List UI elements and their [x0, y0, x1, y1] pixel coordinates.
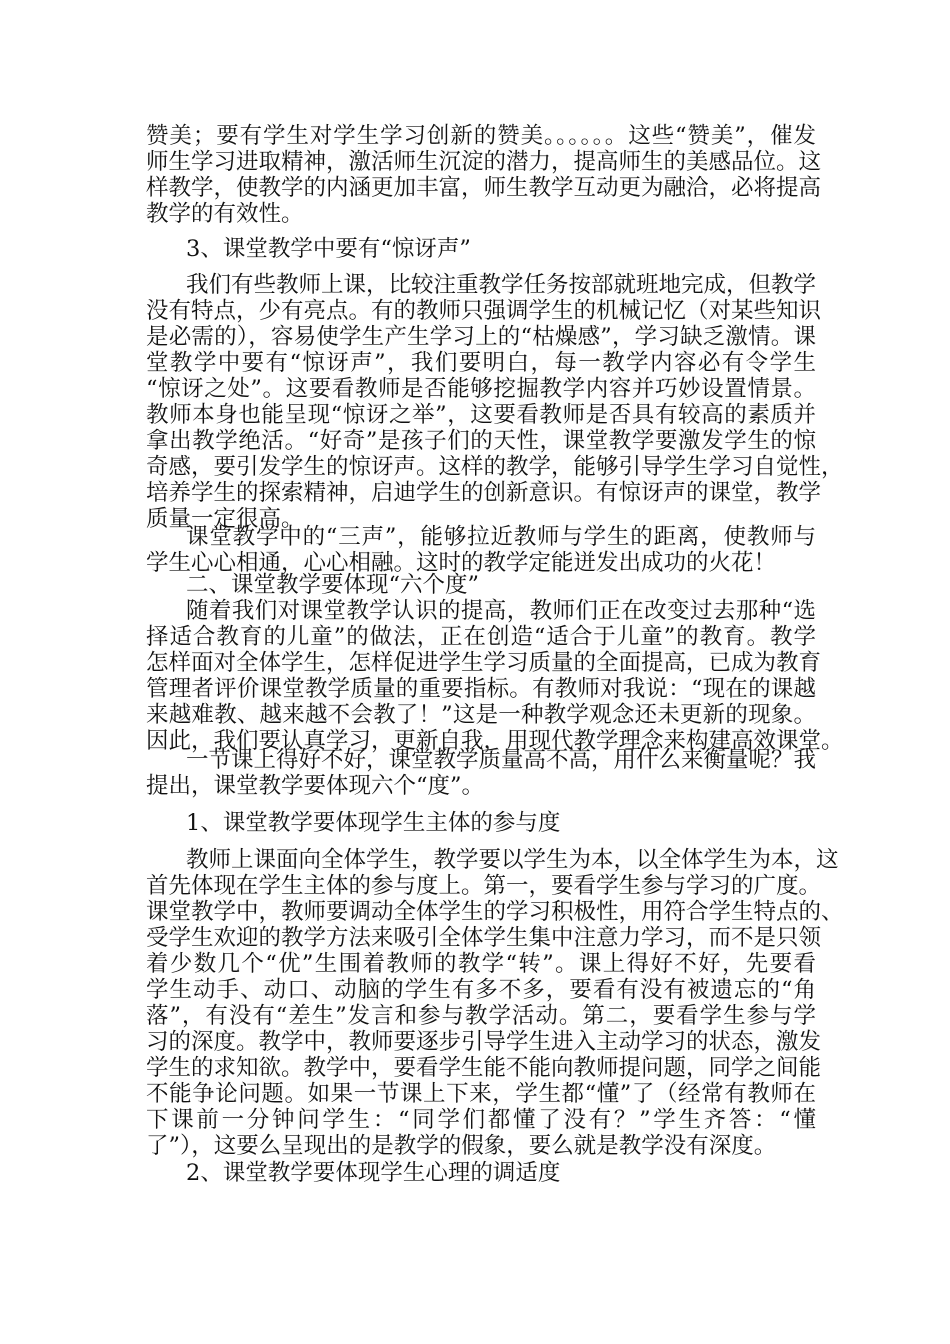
section-heading	[146, 1160, 816, 1186]
text-line: 样教学，使教学的内涵更加丰富，师生教学互动更为融洽，必将提高	[146, 175, 822, 201]
text-line: 因此，我们要认真学习，更新自我，用现代教学理念来构建高效课堂。	[146, 728, 844, 754]
heading-text: 1、课堂教学要体现学生主体的参与度	[186, 810, 561, 836]
paragraph-six-degrees-intro	[146, 598, 844, 754]
text-line: 下课前一分钟问学生：“同学们都懂了没有？”学生齐答：“懂	[146, 1107, 816, 1133]
paragraph-surprise	[146, 272, 844, 532]
text-line: 教师上课面向全体学生，教学要以学生为本，以全体学生为本，这	[186, 847, 839, 873]
section-heading	[146, 810, 816, 836]
heading-text: 二、课堂教学要体现“六个度”	[186, 572, 480, 598]
text-line: 教学的有效性。	[146, 201, 304, 227]
text-line: 奇感，要引发学生的惊讶声。这样的教学，能够引导学生学习自觉性，	[146, 454, 844, 480]
text-line: 学生的求知欲。教学中，要看学生能不能向教师提问题，同学之间能	[146, 1055, 822, 1081]
text-line: 习的深度。教学中，教师要逐步引导学生进入主动学习的状态，激发	[146, 1029, 822, 1055]
text-line: 管理者评价课堂教学质量的重要指标。有教师对我说：“现在的课越	[146, 676, 816, 702]
text-line: 落”，有没有“差生”发言和参与教学活动。第二，要看学生参与学	[146, 1003, 816, 1029]
text-line: 随着我们对课堂教学认识的提高，教师们正在改变过去那种“选	[186, 598, 816, 624]
section-heading	[146, 236, 816, 262]
text-line: 师生学习进取精神，激活师生沉淀的潜力，提高师生的美感品位。这	[146, 149, 822, 175]
paragraph-praise-continuation	[146, 123, 822, 227]
text-line: “惊讶之处”。这要看教师是否能够挖掘教学内容并巧妙设置情景。	[146, 376, 816, 402]
text-line: 课堂教学中，教师要调动全体学生的学习积极性，用符合学生特点的、	[146, 899, 844, 925]
text-line: 没有特点，少有亮点。有的教师只强调学生的机械记忆（对某些知识	[146, 298, 822, 324]
text-line: 教师本身也能呈现“惊讶之举”，这要看教师是否具有较高的素质并	[146, 402, 816, 428]
text-line: 择适合教育的儿童”的做法，正在创造“适合于儿童”的教育。教学	[146, 624, 816, 650]
text-line: 了”），这要么呈现出的是教学的假象，要么就是教学没有深度。	[146, 1133, 777, 1159]
section-heading	[146, 572, 816, 598]
text-line: 首先体现在学生主体的参与度上。第一，要看学生参与学习的广度。	[146, 873, 822, 899]
text-line: 赞美；要有学生对学生学习创新的赞美。。。。。。这些“赞美”，催发	[146, 123, 816, 149]
text-line: 一节课上得好不好，课堂教学质量高不高，用什么来衡量呢？我	[186, 747, 817, 773]
text-line: 学生心心相通，心心相融。这时的教学定能迸发出成功的火花！	[146, 550, 777, 576]
paragraph-participation	[146, 847, 844, 1159]
text-line: 课堂教学中的“三声”，能够拉近教师与学生的距离，使教师与	[186, 524, 816, 550]
text-line: 拿出教学绝活。“好奇”是孩子们的天性，课堂教学要激发学生的惊	[146, 428, 816, 454]
text-line: 学生动手、动口、动脑的学生有多不多，要看有没有被遗忘的“角	[146, 977, 816, 1003]
text-line: 培养学生的探索精神，启迪学生的创新意识。有惊讶声的课堂，教学	[146, 480, 822, 506]
text-line: 是必需的），容易使学生产生学习上的“枯燥感”，学习缺乏激情。课	[146, 324, 816, 350]
text-line: 来越难教、越来越不会教了！”这是一种教学观念还未更新的现象。	[146, 702, 816, 728]
text-line: 质量一定很高。	[146, 506, 304, 532]
text-line: 提出，课堂教学要体现六个“度”。	[146, 773, 485, 799]
heading-text: 2、课堂教学要体现学生心理的调适度	[186, 1160, 561, 1186]
text-line: 怎样面对全体学生，怎样促进学生学习质量的全面提高，已成为教育	[146, 650, 822, 676]
text-line: 堂教学中要有“惊讶声”，我们要明白，每一教学内容必有令学生	[146, 350, 816, 376]
paragraph-how-to-measure	[146, 747, 816, 799]
text-line: 不能争论问题。如果一节课上下来，学生都“懂”了（经常有教师在	[146, 1081, 816, 1107]
text-line: 着少数几个“优”生围着教师的教学“转”。课上得好不好，先要看	[146, 951, 816, 977]
text-line: 受学生欢迎的教学方法来吸引全体学生集中注意力学习，而不是只领	[146, 925, 822, 951]
paragraph-three-sounds	[146, 524, 816, 576]
heading-text: 3、课堂教学中要有“惊讶声”	[186, 236, 471, 262]
text-line: 我们有些教师上课，比较注重教学任务按部就班地完成，但教学	[186, 272, 817, 298]
